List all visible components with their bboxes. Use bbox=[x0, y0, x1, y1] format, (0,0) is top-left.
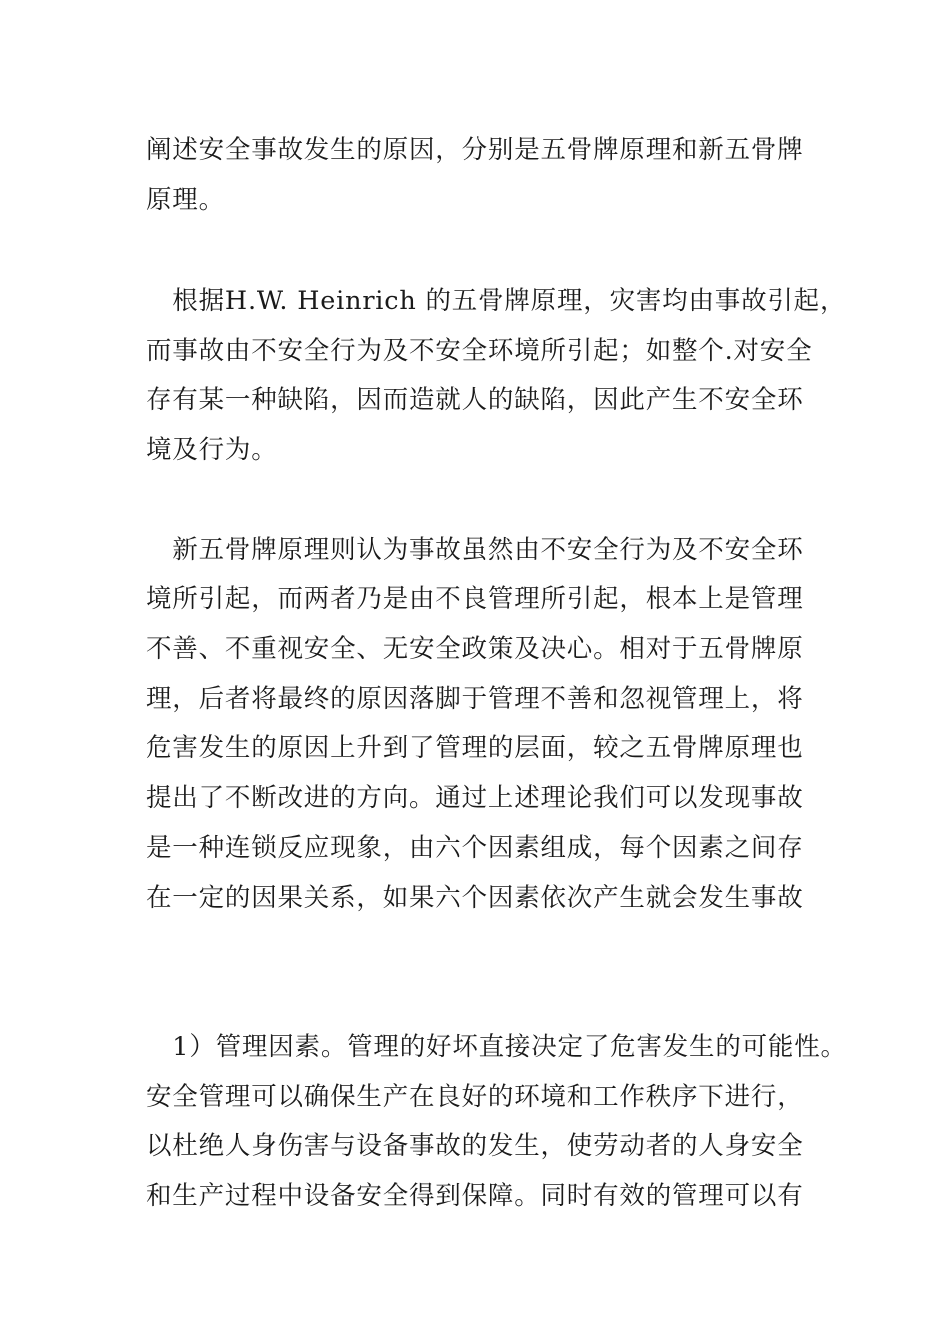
paragraph-3-line-6: 提出了不断改进的方向。通过上述理论我们可以发现事故 bbox=[146, 783, 804, 813]
paragraph-3-line-7: 是一种连锁反应现象，由六个因素组成，每个因素之间存 bbox=[146, 833, 804, 863]
paragraph-3-line-8: 在一定的因果关系，如果六个因素依次产生就会发生事故 bbox=[146, 883, 804, 913]
paragraph-3-line-2: 境所引起，而两者乃是由不良管理所引起，根本上是管理 bbox=[146, 584, 804, 614]
paragraph-3-line-4: 理，后者将最终的原因落脚于管理不善和忽视管理上，将 bbox=[146, 684, 804, 714]
paragraph-4-line-1: 1）管理因素。管理的好坏直接决定了危害发生的可能性。 bbox=[146, 1032, 847, 1062]
paragraph-4-line-3: 以杜绝人身伤害与设备事故的发生，使劳动者的人身安全 bbox=[146, 1131, 804, 1161]
paragraph-2-line-1: 根据H.W. Heinrich 的五骨牌原理，灾害均由事故引起， bbox=[146, 286, 847, 316]
paragraph-4-line-2: 安全管理可以确保生产在良好的环境和工作秩序下进行， bbox=[146, 1082, 804, 1112]
paragraph-1-line-2: 原理。 bbox=[146, 185, 225, 215]
paragraph-3-line-3: 不善、不重视安全、无安全政策及决心。相对于五骨牌原 bbox=[146, 634, 804, 664]
paragraph-2-line-4: 境及行为。 bbox=[146, 435, 278, 465]
paragraph-4-line-4: 和生产过程中设备安全得到保障。同时有效的管理可以有 bbox=[146, 1181, 804, 1211]
paragraph-1-line-1: 阐述安全事故发生的原因，分别是五骨牌原理和新五骨牌 bbox=[146, 135, 804, 165]
paragraph-2-line-2: 而事故由不安全行为及不安全环境所引起；如整个.对安全 bbox=[146, 336, 813, 366]
paragraph-3-line-5: 危害发生的原因上升到了管理的层面，较之五骨牌原理也 bbox=[146, 733, 804, 763]
paragraph-2-line-3: 存有某一种缺陷，因而造就人的缺陷，因此产生不安全环 bbox=[146, 385, 804, 415]
paragraph-3-line-1: 新五骨牌原理则认为事故虽然由不安全行为及不安全环 bbox=[146, 535, 804, 565]
